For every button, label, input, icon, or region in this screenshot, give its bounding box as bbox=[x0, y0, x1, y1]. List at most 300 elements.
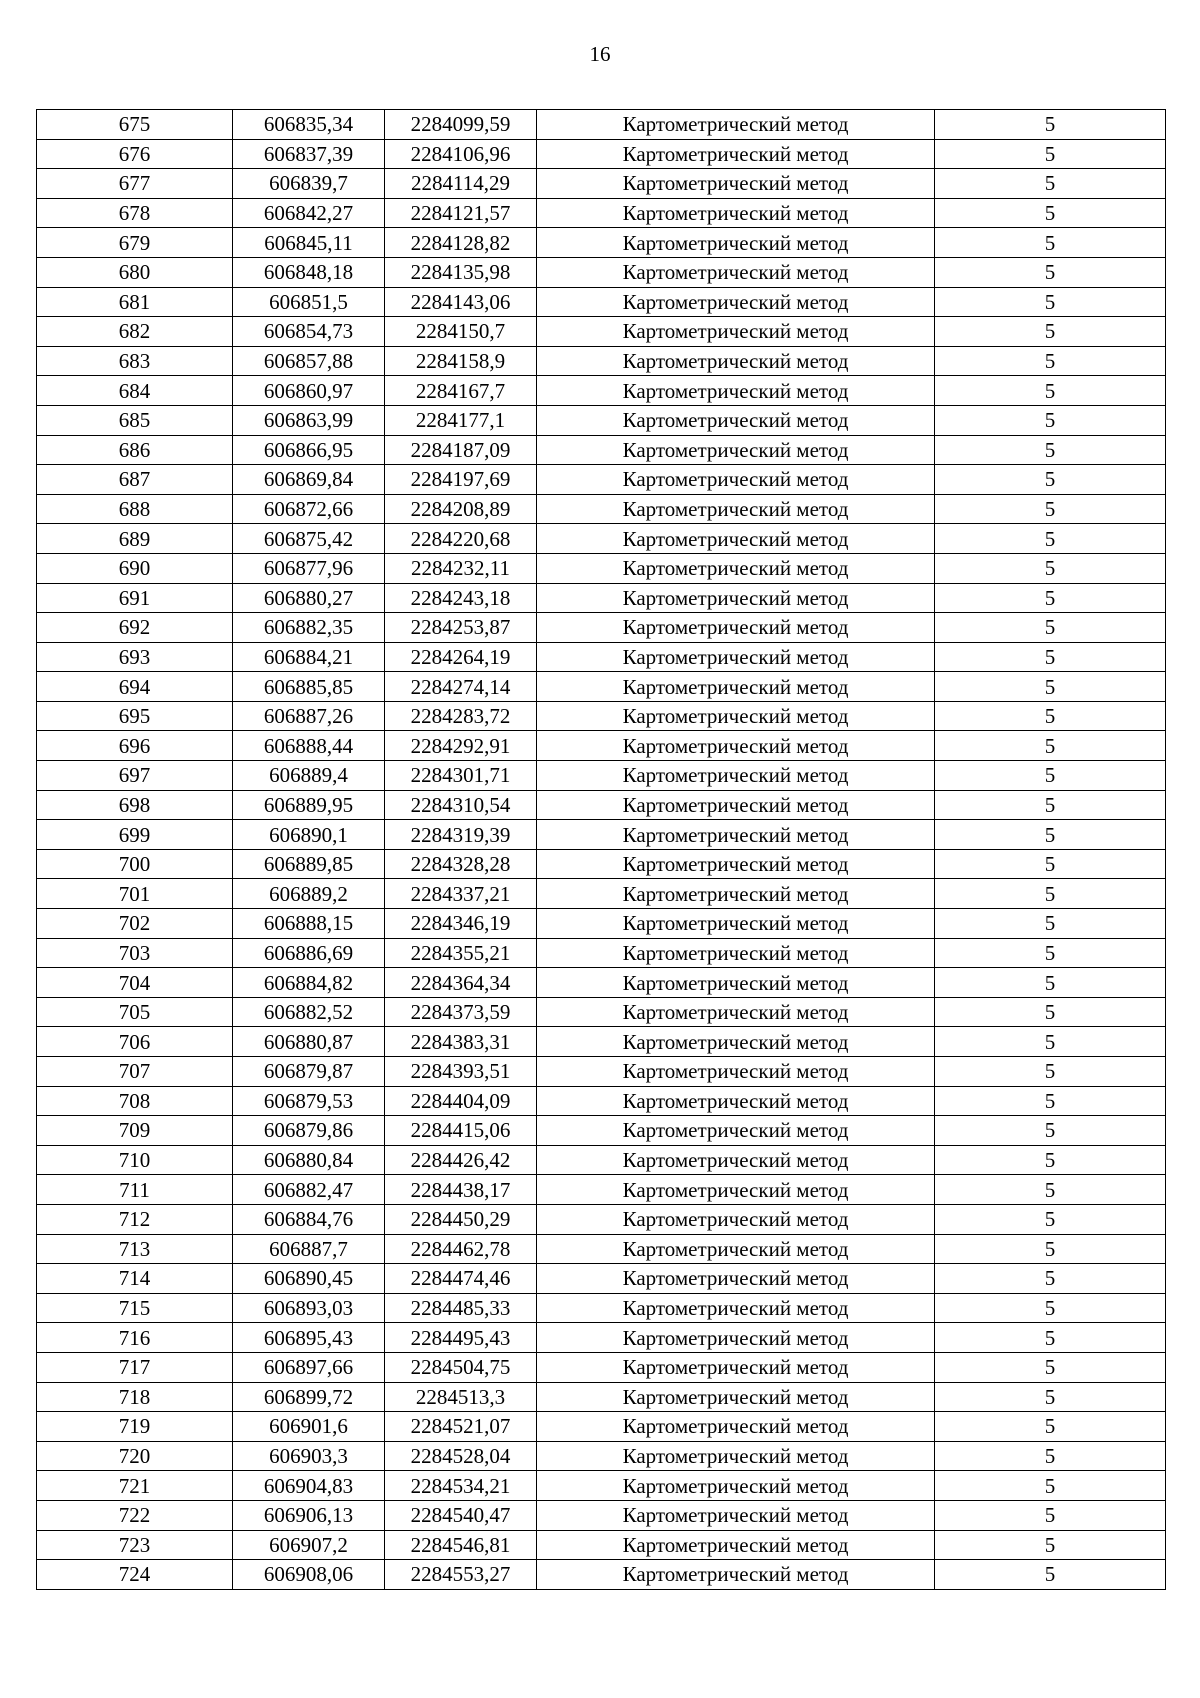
table-row bbox=[37, 909, 1166, 939]
x-coordinate-cell: 606880,84 bbox=[233, 1145, 385, 1175]
point-number-cell: 685 bbox=[37, 405, 233, 435]
accuracy-cell: 5 bbox=[935, 672, 1166, 702]
point-number-cell: 723 bbox=[37, 1530, 233, 1560]
table-row bbox=[37, 820, 1166, 850]
x-coordinate-cell: 606908,06 bbox=[233, 1560, 385, 1590]
accuracy-cell: 5 bbox=[935, 198, 1166, 228]
point-number-cell: 709 bbox=[37, 1116, 233, 1146]
point-number-cell: 700 bbox=[37, 849, 233, 879]
x-coordinate-cell: 606889,95 bbox=[233, 790, 385, 820]
method-cell: Картометрический метод bbox=[537, 1352, 935, 1382]
method-cell: Картометрический метод bbox=[537, 1234, 935, 1264]
point-number-cell: 705 bbox=[37, 997, 233, 1027]
method-cell: Картометрический метод bbox=[537, 909, 935, 939]
y-coordinate-cell: 2284373,59 bbox=[385, 997, 537, 1027]
y-coordinate-cell: 2284485,33 bbox=[385, 1293, 537, 1323]
y-coordinate-cell: 2284197,69 bbox=[385, 465, 537, 495]
x-coordinate-cell: 606857,88 bbox=[233, 346, 385, 376]
table-row bbox=[37, 642, 1166, 672]
method-cell: Картометрический метод bbox=[537, 1145, 935, 1175]
method-cell: Картометрический метод bbox=[537, 642, 935, 672]
table-row bbox=[37, 1086, 1166, 1116]
point-number-cell: 677 bbox=[37, 169, 233, 199]
x-coordinate-cell: 606877,96 bbox=[233, 553, 385, 583]
x-coordinate-cell: 606860,97 bbox=[233, 376, 385, 406]
y-coordinate-cell: 2284546,81 bbox=[385, 1530, 537, 1560]
accuracy-cell: 5 bbox=[935, 1412, 1166, 1442]
table-row bbox=[37, 257, 1166, 287]
accuracy-cell: 5 bbox=[935, 731, 1166, 761]
table-row bbox=[37, 1560, 1166, 1590]
accuracy-cell: 5 bbox=[935, 938, 1166, 968]
y-coordinate-cell: 2284393,51 bbox=[385, 1057, 537, 1087]
method-cell: Картометрический метод bbox=[537, 1441, 935, 1471]
method-cell: Картометрический метод bbox=[537, 701, 935, 731]
x-coordinate-cell: 606882,47 bbox=[233, 1175, 385, 1205]
accuracy-cell: 5 bbox=[935, 1204, 1166, 1234]
table-row bbox=[37, 1234, 1166, 1264]
method-cell: Картометрический метод bbox=[537, 1204, 935, 1234]
x-coordinate-cell: 606897,66 bbox=[233, 1352, 385, 1382]
point-number-cell: 721 bbox=[37, 1471, 233, 1501]
y-coordinate-cell: 2284099,59 bbox=[385, 110, 537, 140]
accuracy-cell: 5 bbox=[935, 169, 1166, 199]
point-number-cell: 717 bbox=[37, 1352, 233, 1382]
point-number-cell: 704 bbox=[37, 968, 233, 998]
method-cell: Картометрический метод bbox=[537, 613, 935, 643]
y-coordinate-cell: 2284243,18 bbox=[385, 583, 537, 613]
accuracy-cell: 5 bbox=[935, 642, 1166, 672]
method-cell: Картометрический метод bbox=[537, 1471, 935, 1501]
table-row bbox=[37, 701, 1166, 731]
accuracy-cell: 5 bbox=[935, 701, 1166, 731]
method-cell: Картометрический метод bbox=[537, 731, 935, 761]
x-coordinate-cell: 606903,3 bbox=[233, 1441, 385, 1471]
accuracy-cell: 5 bbox=[935, 1027, 1166, 1057]
accuracy-cell: 5 bbox=[935, 287, 1166, 317]
y-coordinate-cell: 2284167,7 bbox=[385, 376, 537, 406]
coordinates-table bbox=[36, 109, 1166, 1590]
method-cell: Картометрический метод bbox=[537, 1560, 935, 1590]
method-cell: Картометрический метод bbox=[537, 139, 935, 169]
point-number-cell: 676 bbox=[37, 139, 233, 169]
y-coordinate-cell: 2284328,28 bbox=[385, 849, 537, 879]
y-coordinate-cell: 2284415,06 bbox=[385, 1116, 537, 1146]
method-cell: Картометрический метод bbox=[537, 405, 935, 435]
x-coordinate-cell: 606895,43 bbox=[233, 1323, 385, 1353]
table-row bbox=[37, 553, 1166, 583]
x-coordinate-cell: 606884,76 bbox=[233, 1204, 385, 1234]
method-cell: Картометрический метод bbox=[537, 287, 935, 317]
table-row bbox=[37, 672, 1166, 702]
y-coordinate-cell: 2284150,7 bbox=[385, 317, 537, 347]
x-coordinate-cell: 606887,7 bbox=[233, 1234, 385, 1264]
accuracy-cell: 5 bbox=[935, 257, 1166, 287]
x-coordinate-cell: 606906,13 bbox=[233, 1500, 385, 1530]
point-number-cell: 698 bbox=[37, 790, 233, 820]
point-number-cell: 713 bbox=[37, 1234, 233, 1264]
y-coordinate-cell: 2284462,78 bbox=[385, 1234, 537, 1264]
y-coordinate-cell: 2284474,46 bbox=[385, 1264, 537, 1294]
point-number-cell: 695 bbox=[37, 701, 233, 731]
accuracy-cell: 5 bbox=[935, 1323, 1166, 1353]
accuracy-cell: 5 bbox=[935, 1293, 1166, 1323]
y-coordinate-cell: 2284540,47 bbox=[385, 1500, 537, 1530]
table-row bbox=[37, 938, 1166, 968]
table-row bbox=[37, 997, 1166, 1027]
x-coordinate-cell: 606869,84 bbox=[233, 465, 385, 495]
point-number-cell: 694 bbox=[37, 672, 233, 702]
x-coordinate-cell: 606901,6 bbox=[233, 1412, 385, 1442]
x-coordinate-cell: 606879,53 bbox=[233, 1086, 385, 1116]
table-row bbox=[37, 790, 1166, 820]
table-row bbox=[37, 1352, 1166, 1382]
x-coordinate-cell: 606875,42 bbox=[233, 524, 385, 554]
y-coordinate-cell: 2284319,39 bbox=[385, 820, 537, 850]
x-coordinate-cell: 606837,39 bbox=[233, 139, 385, 169]
x-coordinate-cell: 606851,5 bbox=[233, 287, 385, 317]
y-coordinate-cell: 2284187,09 bbox=[385, 435, 537, 465]
point-number-cell: 707 bbox=[37, 1057, 233, 1087]
point-number-cell: 711 bbox=[37, 1175, 233, 1205]
table-row bbox=[37, 1471, 1166, 1501]
x-coordinate-cell: 606889,4 bbox=[233, 761, 385, 791]
y-coordinate-cell: 2284521,07 bbox=[385, 1412, 537, 1442]
point-number-cell: 686 bbox=[37, 435, 233, 465]
table-row bbox=[37, 761, 1166, 791]
point-number-cell: 710 bbox=[37, 1145, 233, 1175]
method-cell: Картометрический метод bbox=[537, 1293, 935, 1323]
point-number-cell: 712 bbox=[37, 1204, 233, 1234]
y-coordinate-cell: 2284208,89 bbox=[385, 494, 537, 524]
y-coordinate-cell: 2284355,21 bbox=[385, 938, 537, 968]
x-coordinate-cell: 606882,35 bbox=[233, 613, 385, 643]
table-row bbox=[37, 169, 1166, 199]
point-number-cell: 702 bbox=[37, 909, 233, 939]
accuracy-cell: 5 bbox=[935, 1057, 1166, 1087]
x-coordinate-cell: 606889,2 bbox=[233, 879, 385, 909]
table-row bbox=[37, 494, 1166, 524]
point-number-cell: 724 bbox=[37, 1560, 233, 1590]
method-cell: Картометрический метод bbox=[537, 553, 935, 583]
method-cell: Картометрический метод bbox=[537, 1116, 935, 1146]
y-coordinate-cell: 2284114,29 bbox=[385, 169, 537, 199]
point-number-cell: 697 bbox=[37, 761, 233, 791]
accuracy-cell: 5 bbox=[935, 1145, 1166, 1175]
table-row bbox=[37, 317, 1166, 347]
x-coordinate-cell: 606884,82 bbox=[233, 968, 385, 998]
point-number-cell: 683 bbox=[37, 346, 233, 376]
x-coordinate-cell: 606884,21 bbox=[233, 642, 385, 672]
method-cell: Картометрический метод bbox=[537, 494, 935, 524]
x-coordinate-cell: 606854,73 bbox=[233, 317, 385, 347]
accuracy-cell: 5 bbox=[935, 583, 1166, 613]
x-coordinate-cell: 606839,7 bbox=[233, 169, 385, 199]
x-coordinate-cell: 606842,27 bbox=[233, 198, 385, 228]
table-row bbox=[37, 228, 1166, 258]
table-row bbox=[37, 968, 1166, 998]
table-row bbox=[37, 1145, 1166, 1175]
table-row bbox=[37, 1293, 1166, 1323]
table-row bbox=[37, 435, 1166, 465]
method-cell: Картометрический метод bbox=[537, 790, 935, 820]
point-number-cell: 706 bbox=[37, 1027, 233, 1057]
method-cell: Картометрический метод bbox=[537, 1530, 935, 1560]
method-cell: Картометрический метод bbox=[537, 1264, 935, 1294]
y-coordinate-cell: 2284121,57 bbox=[385, 198, 537, 228]
accuracy-cell: 5 bbox=[935, 435, 1166, 465]
y-coordinate-cell: 2284128,82 bbox=[385, 228, 537, 258]
table-row bbox=[37, 1264, 1166, 1294]
y-coordinate-cell: 2284337,21 bbox=[385, 879, 537, 909]
point-number-cell: 693 bbox=[37, 642, 233, 672]
accuracy-cell: 5 bbox=[935, 1530, 1166, 1560]
table-row bbox=[37, 198, 1166, 228]
point-number-cell: 690 bbox=[37, 553, 233, 583]
accuracy-cell: 5 bbox=[935, 1175, 1166, 1205]
point-number-cell: 722 bbox=[37, 1500, 233, 1530]
x-coordinate-cell: 606885,85 bbox=[233, 672, 385, 702]
table-row bbox=[37, 1412, 1166, 1442]
point-number-cell: 715 bbox=[37, 1293, 233, 1323]
method-cell: Картометрический метод bbox=[537, 1175, 935, 1205]
x-coordinate-cell: 606887,26 bbox=[233, 701, 385, 731]
y-coordinate-cell: 2284438,17 bbox=[385, 1175, 537, 1205]
table-row bbox=[37, 1530, 1166, 1560]
y-coordinate-cell: 2284346,19 bbox=[385, 909, 537, 939]
method-cell: Картометрический метод bbox=[537, 1086, 935, 1116]
method-cell: Картометрический метод bbox=[537, 524, 935, 554]
table-row bbox=[37, 139, 1166, 169]
table-row bbox=[37, 405, 1166, 435]
method-cell: Картометрический метод bbox=[537, 1412, 935, 1442]
method-cell: Картометрический метод bbox=[537, 228, 935, 258]
method-cell: Картометрический метод bbox=[537, 820, 935, 850]
point-number-cell: 720 bbox=[37, 1441, 233, 1471]
table-row bbox=[37, 1027, 1166, 1057]
accuracy-cell: 5 bbox=[935, 346, 1166, 376]
accuracy-cell: 5 bbox=[935, 968, 1166, 998]
accuracy-cell: 5 bbox=[935, 909, 1166, 939]
x-coordinate-cell: 606882,52 bbox=[233, 997, 385, 1027]
method-cell: Картометрический метод bbox=[537, 672, 935, 702]
accuracy-cell: 5 bbox=[935, 376, 1166, 406]
point-number-cell: 708 bbox=[37, 1086, 233, 1116]
x-coordinate-cell: 606835,34 bbox=[233, 110, 385, 140]
table-row bbox=[37, 1500, 1166, 1530]
accuracy-cell: 5 bbox=[935, 849, 1166, 879]
point-number-cell: 718 bbox=[37, 1382, 233, 1412]
point-number-cell: 699 bbox=[37, 820, 233, 850]
method-cell: Картометрический метод bbox=[537, 849, 935, 879]
accuracy-cell: 5 bbox=[935, 1234, 1166, 1264]
table-row bbox=[37, 1175, 1166, 1205]
y-coordinate-cell: 2284364,34 bbox=[385, 968, 537, 998]
y-coordinate-cell: 2284534,21 bbox=[385, 1471, 537, 1501]
accuracy-cell: 5 bbox=[935, 1352, 1166, 1382]
y-coordinate-cell: 2284158,9 bbox=[385, 346, 537, 376]
y-coordinate-cell: 2284310,54 bbox=[385, 790, 537, 820]
table-row bbox=[37, 110, 1166, 140]
x-coordinate-cell: 606893,03 bbox=[233, 1293, 385, 1323]
method-cell: Картометрический метод bbox=[537, 968, 935, 998]
accuracy-cell: 5 bbox=[935, 1264, 1166, 1294]
point-number-cell: 681 bbox=[37, 287, 233, 317]
coordinates-table-body bbox=[37, 110, 1166, 1590]
accuracy-cell: 5 bbox=[935, 997, 1166, 1027]
y-coordinate-cell: 2284177,1 bbox=[385, 405, 537, 435]
y-coordinate-cell: 2284264,19 bbox=[385, 642, 537, 672]
x-coordinate-cell: 606879,87 bbox=[233, 1057, 385, 1087]
table-row bbox=[37, 1116, 1166, 1146]
accuracy-cell: 5 bbox=[935, 1560, 1166, 1590]
table-row bbox=[37, 583, 1166, 613]
method-cell: Картометрический метод bbox=[537, 317, 935, 347]
x-coordinate-cell: 606904,83 bbox=[233, 1471, 385, 1501]
table-row bbox=[37, 465, 1166, 495]
accuracy-cell: 5 bbox=[935, 879, 1166, 909]
accuracy-cell: 5 bbox=[935, 761, 1166, 791]
accuracy-cell: 5 bbox=[935, 1441, 1166, 1471]
point-number-cell: 678 bbox=[37, 198, 233, 228]
point-number-cell: 675 bbox=[37, 110, 233, 140]
point-number-cell: 691 bbox=[37, 583, 233, 613]
accuracy-cell: 5 bbox=[935, 465, 1166, 495]
table-row bbox=[37, 849, 1166, 879]
table-row bbox=[37, 1204, 1166, 1234]
method-cell: Картометрический метод bbox=[537, 1500, 935, 1530]
method-cell: Картометрический метод bbox=[537, 346, 935, 376]
method-cell: Картометрический метод bbox=[537, 198, 935, 228]
method-cell: Картометрический метод bbox=[537, 1057, 935, 1087]
point-number-cell: 716 bbox=[37, 1323, 233, 1353]
point-number-cell: 692 bbox=[37, 613, 233, 643]
accuracy-cell: 5 bbox=[935, 553, 1166, 583]
table-row bbox=[37, 731, 1166, 761]
x-coordinate-cell: 606890,45 bbox=[233, 1264, 385, 1294]
x-coordinate-cell: 606872,66 bbox=[233, 494, 385, 524]
x-coordinate-cell: 606886,69 bbox=[233, 938, 385, 968]
accuracy-cell: 5 bbox=[935, 820, 1166, 850]
y-coordinate-cell: 2284383,31 bbox=[385, 1027, 537, 1057]
method-cell: Картометрический метод bbox=[537, 169, 935, 199]
point-number-cell: 703 bbox=[37, 938, 233, 968]
accuracy-cell: 5 bbox=[935, 613, 1166, 643]
method-cell: Картометрический метод bbox=[537, 110, 935, 140]
x-coordinate-cell: 606845,11 bbox=[233, 228, 385, 258]
x-coordinate-cell: 606907,2 bbox=[233, 1530, 385, 1560]
y-coordinate-cell: 2284426,42 bbox=[385, 1145, 537, 1175]
point-number-cell: 701 bbox=[37, 879, 233, 909]
table-row bbox=[37, 1323, 1166, 1353]
method-cell: Картометрический метод bbox=[537, 257, 935, 287]
method-cell: Картометрический метод bbox=[537, 997, 935, 1027]
accuracy-cell: 5 bbox=[935, 1382, 1166, 1412]
method-cell: Картометрический метод bbox=[537, 376, 935, 406]
y-coordinate-cell: 2284292,91 bbox=[385, 731, 537, 761]
y-coordinate-cell: 2284253,87 bbox=[385, 613, 537, 643]
y-coordinate-cell: 2284106,96 bbox=[385, 139, 537, 169]
accuracy-cell: 5 bbox=[935, 139, 1166, 169]
x-coordinate-cell: 606890,1 bbox=[233, 820, 385, 850]
x-coordinate-cell: 606889,85 bbox=[233, 849, 385, 879]
y-coordinate-cell: 2284135,98 bbox=[385, 257, 537, 287]
table-row bbox=[37, 287, 1166, 317]
x-coordinate-cell: 606880,87 bbox=[233, 1027, 385, 1057]
accuracy-cell: 5 bbox=[935, 1086, 1166, 1116]
x-coordinate-cell: 606866,95 bbox=[233, 435, 385, 465]
method-cell: Картометрический метод bbox=[537, 879, 935, 909]
method-cell: Картометрический метод bbox=[537, 1323, 935, 1353]
accuracy-cell: 5 bbox=[935, 228, 1166, 258]
y-coordinate-cell: 2284232,11 bbox=[385, 553, 537, 583]
method-cell: Картометрический метод bbox=[537, 465, 935, 495]
method-cell: Картометрический метод bbox=[537, 938, 935, 968]
x-coordinate-cell: 606879,86 bbox=[233, 1116, 385, 1146]
x-coordinate-cell: 606880,27 bbox=[233, 583, 385, 613]
y-coordinate-cell: 2284283,72 bbox=[385, 701, 537, 731]
method-cell: Картометрический метод bbox=[537, 1382, 935, 1412]
table-row bbox=[37, 346, 1166, 376]
x-coordinate-cell: 606863,99 bbox=[233, 405, 385, 435]
x-coordinate-cell: 606899,72 bbox=[233, 1382, 385, 1412]
point-number-cell: 687 bbox=[37, 465, 233, 495]
point-number-cell: 682 bbox=[37, 317, 233, 347]
table-row bbox=[37, 376, 1166, 406]
y-coordinate-cell: 2284528,04 bbox=[385, 1441, 537, 1471]
point-number-cell: 719 bbox=[37, 1412, 233, 1442]
point-number-cell: 679 bbox=[37, 228, 233, 258]
point-number-cell: 688 bbox=[37, 494, 233, 524]
y-coordinate-cell: 2284220,68 bbox=[385, 524, 537, 554]
accuracy-cell: 5 bbox=[935, 110, 1166, 140]
table-row bbox=[37, 1382, 1166, 1412]
point-number-cell: 714 bbox=[37, 1264, 233, 1294]
table-row bbox=[37, 613, 1166, 643]
table-row bbox=[37, 879, 1166, 909]
method-cell: Картометрический метод bbox=[537, 761, 935, 791]
accuracy-cell: 5 bbox=[935, 1500, 1166, 1530]
y-coordinate-cell: 2284495,43 bbox=[385, 1323, 537, 1353]
point-number-cell: 696 bbox=[37, 731, 233, 761]
point-number-cell: 684 bbox=[37, 376, 233, 406]
y-coordinate-cell: 2284404,09 bbox=[385, 1086, 537, 1116]
method-cell: Картометрический метод bbox=[537, 583, 935, 613]
accuracy-cell: 5 bbox=[935, 1471, 1166, 1501]
y-coordinate-cell: 2284553,27 bbox=[385, 1560, 537, 1590]
accuracy-cell: 5 bbox=[935, 317, 1166, 347]
accuracy-cell: 5 bbox=[935, 1116, 1166, 1146]
y-coordinate-cell: 2284450,29 bbox=[385, 1204, 537, 1234]
y-coordinate-cell: 2284301,71 bbox=[385, 761, 537, 791]
method-cell: Картометрический метод bbox=[537, 1027, 935, 1057]
method-cell: Картометрический метод bbox=[537, 435, 935, 465]
y-coordinate-cell: 2284143,06 bbox=[385, 287, 537, 317]
page-number: 16 bbox=[589, 42, 611, 66]
accuracy-cell: 5 bbox=[935, 790, 1166, 820]
point-number-cell: 689 bbox=[37, 524, 233, 554]
x-coordinate-cell: 606848,18 bbox=[233, 257, 385, 287]
y-coordinate-cell: 2284274,14 bbox=[385, 672, 537, 702]
accuracy-cell: 5 bbox=[935, 494, 1166, 524]
table-row bbox=[37, 1057, 1166, 1087]
accuracy-cell: 5 bbox=[935, 405, 1166, 435]
y-coordinate-cell: 2284504,75 bbox=[385, 1352, 537, 1382]
point-number-cell: 680 bbox=[37, 257, 233, 287]
y-coordinate-cell: 2284513,3 bbox=[385, 1382, 537, 1412]
x-coordinate-cell: 606888,15 bbox=[233, 909, 385, 939]
table-row bbox=[37, 524, 1166, 554]
